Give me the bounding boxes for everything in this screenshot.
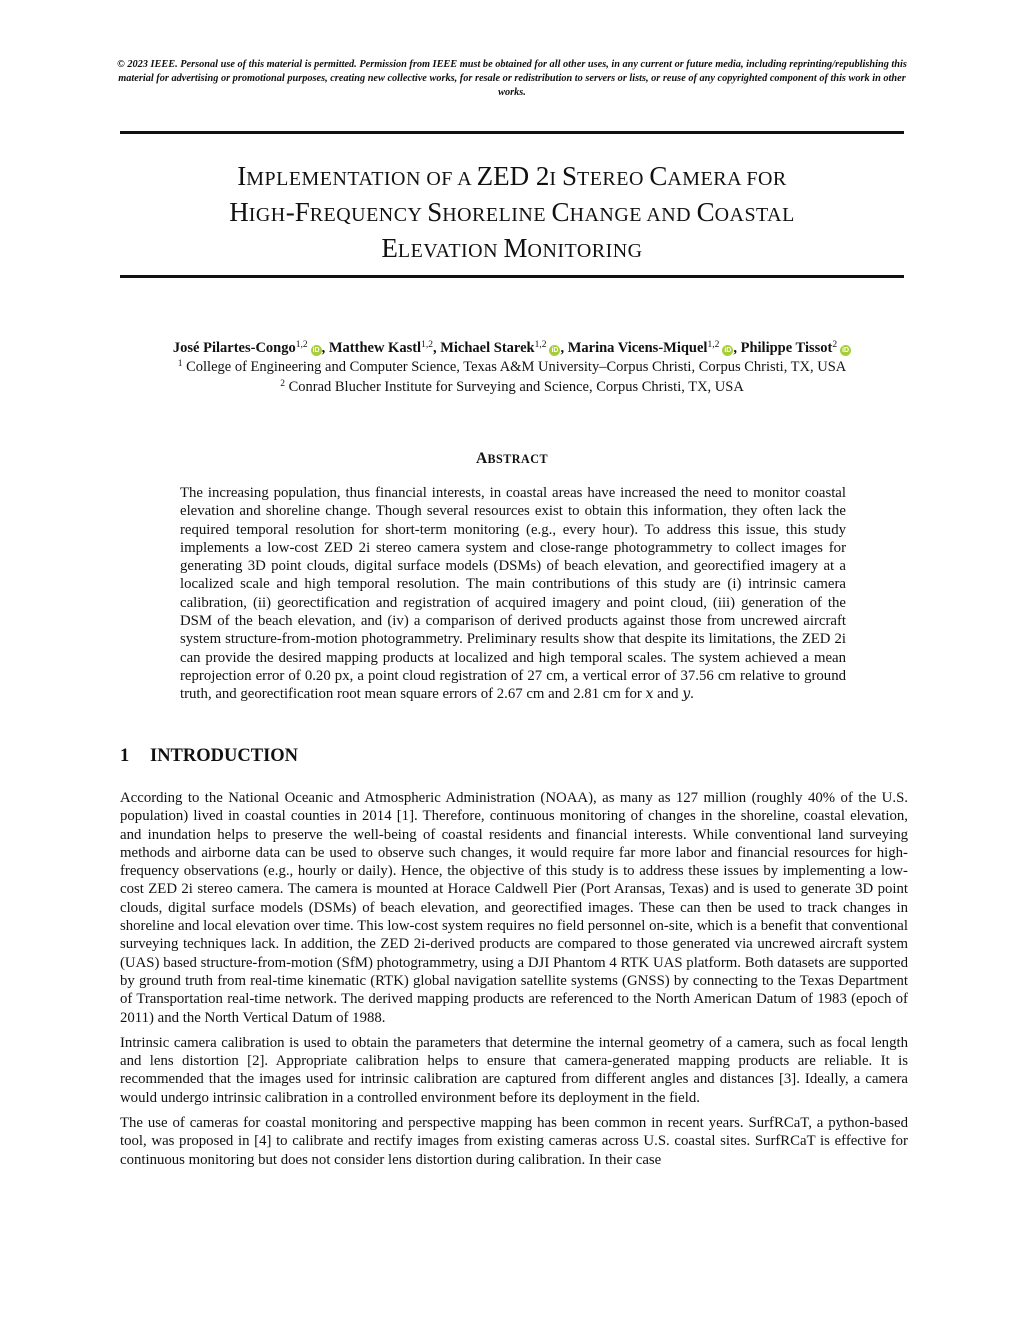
author-2 [329, 340, 433, 356]
abstract-heading: ABSTRACT [475, 450, 549, 467]
affiliation-text: College of Engineering and Computer Science, Texas A&M University–Corpus Christi, Corpus Christi, TX, USA [186, 359, 847, 375]
affiliation-text: Conrad Blucher Institute for Surveying and Science, Corpus Christi, TX, USA [288, 379, 744, 395]
title-rule-top [120, 131, 904, 134]
abstract-and: and [653, 686, 683, 703]
orcid-icon[interactable]: iD [724, 347, 732, 354]
author-list: José Pilartes-Congo$^{1,2}$iD , Matthew Kastl$^{1,2}$, Michael Starek$^{1,2}$iD , Marina Vicens-Miquel$^{1,2}$iD , Philippe Tissot$^2$iD [172, 340, 850, 356]
abstract-end: . [690, 686, 694, 703]
section-number: 1 [120, 746, 130, 766]
author-name: Matthew Kastl [328, 340, 422, 356]
author-affiliation-sup: 1,2 [534, 340, 547, 350]
abstract-body [180, 484, 846, 704]
orcid-icon[interactable]: iD [551, 347, 559, 354]
title-line-2: HIGH-FREQUENCY SHORELINE CHANGE AND COASTAL [229, 197, 795, 227]
author-name: Philippe Tissot [740, 340, 833, 356]
title-line-1: IMPLEMENTATION OF A ZED 2I STEREO CAMERA FOR [237, 161, 787, 191]
orcid-icon[interactable]: iD [842, 347, 850, 354]
title-line-3: ELEVATION MONITORING [381, 233, 643, 263]
paper-title [120, 160, 904, 268]
author-1 [173, 340, 322, 356]
author-3 [440, 340, 560, 356]
introduction-body [120, 789, 908, 1176]
abstract-text: The increasing population, thus financial interests, in coastal areas have increased the need to monitor coastal elevation and shoreline change. Though several resources exist to obtain this information, they often lack the required temporal resolution for short-term monitoring (e.g., every hour). To address this issue, this study implements a low-cost ZED 2i stereo camera system and close-range photogrammetry to collect images for generating 3D point clouds, digital surface models (DSMs) of beach elevation, and georectified imagery at a localized scale and high temporal resolution. The main contributions of this study are (i) intrinsic camera calibration, (ii) georectification and registration of acquired imagery and point cloud, (iii) generation of the DSM of the beach elevation, and (iv) a comparison of derived products against those from uncrewed aircraft system structure-from-motion photogrammetry. Preliminary results show that despite its limitations, the ZED 2i can provide the desired mapping products at localized and high temporal scales. The system achieved a mean reprojection error of 0.20 px, a point cloud registration of 27 cm, a vertical error of 37.56 cm relative to ground truth, and georectification root mean square errors of 2.67 cm and 2.81 cm for [180, 485, 846, 703]
author-name: Michael Starek [440, 340, 535, 356]
author-affiliation-sup: 1,2 [421, 340, 433, 350]
affiliation-sup: 1 [177, 359, 183, 369]
affiliation-2 [110, 378, 914, 397]
paragraph: According to the National Oceanic and Atmospheric Administration (NOAA), as many as 127 million (roughly 40% of the U.S. population) lived in coastal counties in 2014 [1]. Therefore, continuous monitoring of changes in the shoreline, coastal elevation, and inundation helps to preserve the well-being of coastal residents and financial interests. While conventional land surveying methods and airborne data can be used to observe such changes, it would require far more labor and financial resources for high-frequency observations (e.g., hourly or daily). Hence, the objective of this study is to address these issues by implementing a low-cost ZED 2i stereo camera. The camera is mounted at Horace Caldwell Pier (Port Aransas, Texas) and is used to generate 3D point clouds, digital surface models (DSMs) of beach elevation, and georectified images. These can then be used to track changes in shoreline and local elevation over time. This low-cost system requires no field personnel on-site, which is a benefit that conventional surveying techniques lack. In addition, the ZED 2i-derived products are compared to those generated via uncrewed aircraft system (UAS) based structure-from-motion (SfM) photogrammetry, using a DJI Phantom 4 RTK UAS platform. Both datasets are supported by ground truth from real-time kinematic (RTK) global navigation satellite systems (GNSS) by connecting to the Texas Department of Transportation real-time network. The derived mapping products are referenced to the North American Datum of 1983 (epoch of 2011) and the North Vertical Datum of 1988. [120, 790, 908, 1026]
paragraph: Intrinsic camera calibration is used to obtain the parameters that determine the internal geometry of a camera, such as focal length and lens distortion [2]. Appropriate calibration helps to ensure that camera-generated mapping products are reliable. It is recommended that the images used for intrinsic calibration are captured from different angles and distances [3]. Ideally, a camera would undergo intrinsic calibration in a controlled environment before its deployment in the field. [120, 1034, 908, 1106]
affiliation-1 [110, 358, 914, 377]
section-heading-introduction [120, 746, 904, 767]
affiliation-sup: 2 [280, 379, 285, 389]
math-var-x: x [645, 686, 654, 703]
math-var-y: y [682, 686, 691, 703]
author-affiliation-sup: 2 [832, 340, 838, 350]
copyright-notice: © 2023 IEEE. Personal use of this material is permitted. Permission from IEEE must be obtained for all other uses, in any current or future media, including reprinting/republishing this material for advertising or promotional purposes, creating new collective works, for resale or redistribution to servers or lists, or reuse of any copyrighted component of this work in other works. [117, 59, 907, 98]
author-affiliation-sup: 1,2 [295, 340, 308, 350]
author-4 [568, 340, 734, 356]
paragraph: The use of cameras for coastal monitoring and perspective mapping has been common in recent years. SurfRCaT, a python-based tool, was proposed in [4] to calibrate and rectify images from existing cameras across U.S. coastal sites. SurfRCaT is effective for continuous monitoring but does not consider lens distortion during calibration. In their case [120, 1115, 908, 1168]
author-name: José Pilartes-Congo [172, 340, 296, 356]
title-rule-bottom [120, 275, 904, 278]
author-5 [741, 340, 852, 356]
orcid-icon[interactable]: iD [312, 347, 320, 354]
author-affiliation-sup: 1,2 [707, 340, 720, 350]
section-title: INTRODUCTION [150, 746, 299, 766]
author-name: Marina Vicens-Miquel [567, 340, 708, 356]
